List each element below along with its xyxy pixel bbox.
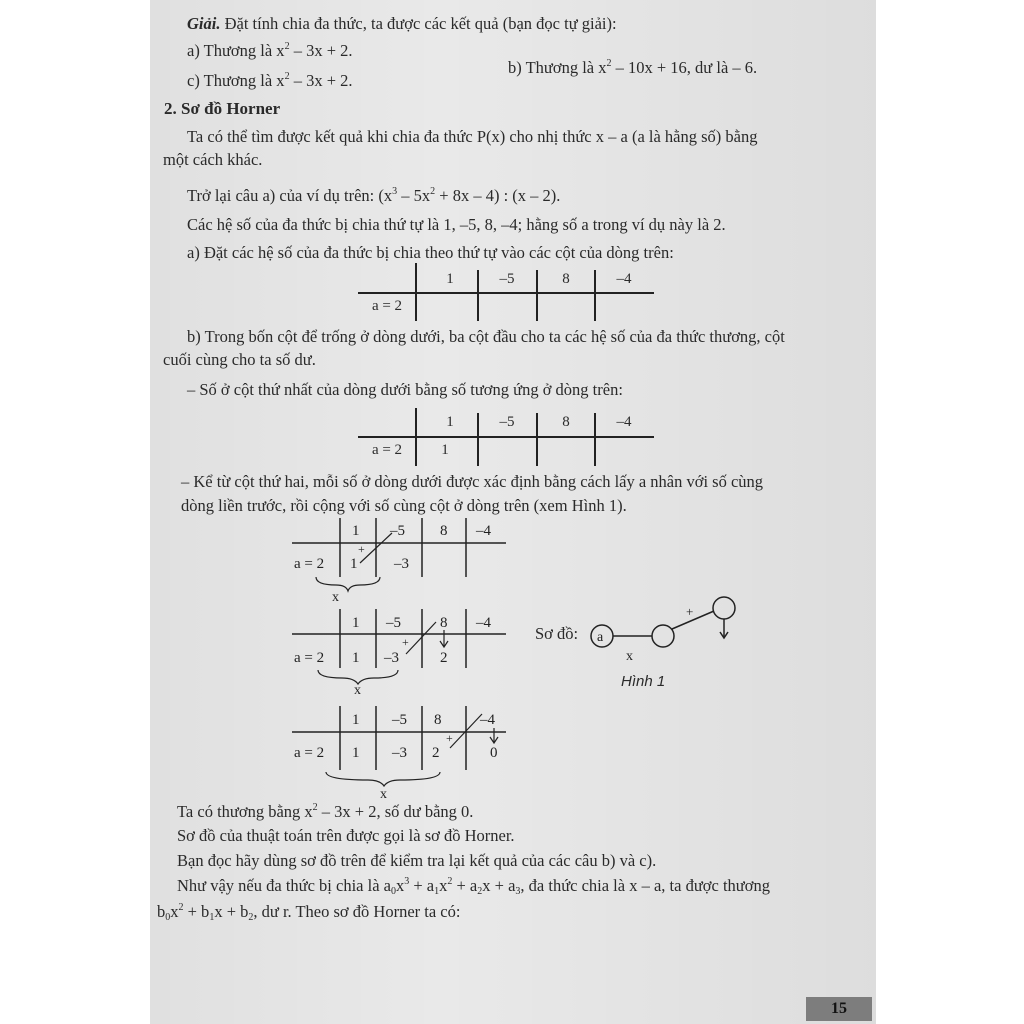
d1-top-1: 1 <box>352 523 360 539</box>
d3-top-2: –5 <box>392 712 407 728</box>
d3-top-4: –4 <box>480 712 495 728</box>
t1-row-label: a = 2 <box>371 298 403 314</box>
para7-line1: – Kể từ cột thứ hai, mỗi số ở dòng dưới được xác định bằng cách lấy a nhân với số cùng <box>181 472 764 491</box>
d1-bottom-1: 1 <box>350 556 358 572</box>
d2-times: x <box>354 683 361 696</box>
d2-top-4: –4 <box>476 615 491 631</box>
para1-line2: một cách khác. <box>163 150 263 169</box>
figure1-times: x <box>626 649 633 664</box>
t1-coef-4: –4 <box>616 271 632 287</box>
para10: Như vậy nếu đa thức bị chia là $a_0x^3 + a_1x^2 + a_2x + a_3$, đa thức chia là x – a, ta được thương <box>177 876 770 897</box>
figure1-plus: + <box>686 604 694 619</box>
d1-times: x <box>332 590 339 605</box>
t2-row-label: a = 2 <box>371 442 403 458</box>
d2-brace <box>318 670 398 684</box>
d3-bottom-1: 1 <box>352 745 360 761</box>
horner-diagram-2 <box>288 604 513 696</box>
d2-top-1: 1 <box>352 615 360 631</box>
d2-top-3: 8 <box>440 615 448 631</box>
d1-plus: + <box>358 542 365 556</box>
solution-b: b) Thương là $x^2 - 10x + 16$, dư là – 6. <box>508 58 758 77</box>
d3-plus: + <box>446 731 453 745</box>
solution-a: a) Thương là $x^2 - 3x + 2$. <box>187 41 353 60</box>
d2-bottom-2: –3 <box>384 650 399 666</box>
figure1-label: Sơ đồ: <box>535 624 579 643</box>
para4: a) Đặt các hệ số của đa thức bị chia theo thứ tự vào các cột của dòng trên: <box>187 243 674 262</box>
para5-line2: cuối cùng cho ta số dư. <box>163 350 316 369</box>
d2-arrow <box>406 622 436 654</box>
d3-top-1: 1 <box>352 712 360 728</box>
d2-bottom-1: 1 <box>352 650 360 666</box>
figure1-caption: Hình 1 <box>621 673 666 690</box>
d1-bottom-2: –3 <box>394 556 409 572</box>
horner-diagram-1 <box>288 515 513 605</box>
para2: Trở lại câu a) của ví dụ trên: $(x^3 - 5x^2 + 8x - 4)$ : (x – 2). <box>187 186 561 205</box>
d3-bottom-4: 0 <box>490 745 498 761</box>
d3-bottom-2: –3 <box>392 745 407 761</box>
para5-line1: b) Trong bốn cột để trống ở dòng dưới, ba cột đầu cho ta các hệ số của đa thức thương, cột <box>187 327 785 346</box>
t2-coef-3: 8 <box>562 414 570 430</box>
t2-coef-4: –4 <box>616 414 632 430</box>
solution-intro: Giải. Đặt tính chia đa thức, ta được các kết quả (bạn đọc tự giải): <box>187 14 617 33</box>
d1-top-3: 8 <box>440 523 448 539</box>
d1-brace <box>316 577 380 591</box>
page-number: 15 <box>806 997 872 1021</box>
figure1-node-label: a <box>597 630 604 645</box>
conclusion: Ta có thương bằng $x^2 - 3x + 2$, số dư bằng 0. <box>177 802 474 821</box>
para11: $b_0x^2 + b_1x + b_2$, dư r. Theo sơ đồ Horner ta có: <box>157 902 461 923</box>
t2-bottom-1: 1 <box>441 442 449 458</box>
section-title: 2. Sơ đồ Horner <box>164 99 281 118</box>
d2-row-label: a = 2 <box>294 650 325 666</box>
para1-line1: Ta có thể tìm được kết quả khi chia đa thức P(x) cho nhị thức x – a (a là hằng số) bằng <box>187 127 758 146</box>
t2-coef-1: 1 <box>446 414 454 430</box>
figure1-diagram <box>586 592 746 702</box>
figure1-node-b <box>652 625 674 647</box>
t1-coef-2: –5 <box>499 271 515 287</box>
para9: Bạn đọc hãy dùng sơ đồ trên để kiểm tra lại kết quả của các câu b) và c). <box>177 851 657 870</box>
d1-row-label: a = 2 <box>294 556 325 572</box>
d3-brace <box>326 772 440 786</box>
t1-coef-1: 1 <box>446 271 454 287</box>
para3: Các hệ số của đa thức bị chia thứ tự là 1, –5, 8, –4; hằng số a trong ví dụ này là 2. <box>187 215 726 234</box>
para7-line2: dòng liền trước, rồi cộng với số cùng cột ở dòng trên (xem Hình 1). <box>181 496 627 515</box>
t2-coef-2: –5 <box>499 414 515 430</box>
d1-top-4: –4 <box>476 523 491 539</box>
d3-times: x <box>380 787 387 800</box>
solution-c: c) Thương là $x^2 - 3x + 2$. <box>187 71 353 90</box>
d2-plus: + <box>402 635 409 649</box>
t1-coef-3: 8 <box>562 271 570 287</box>
d3-top-3: 8 <box>434 712 442 728</box>
d3-row-label: a = 2 <box>294 745 325 761</box>
para8: Sơ đồ của thuật toán trên được gọi là sơ đồ Horner. <box>177 826 515 845</box>
d1-top-2: –5 <box>390 523 405 539</box>
d2-bottom-3: 2 <box>440 650 448 666</box>
horner-diagram-3 <box>288 700 513 800</box>
figure1-node-c <box>713 597 735 619</box>
d2-top-2: –5 <box>386 615 401 631</box>
d3-bottom-3: 2 <box>432 745 440 761</box>
para6: – Số ở cột thứ nhất của dòng dưới bằng số tương ứng ở dòng trên: <box>187 380 623 399</box>
